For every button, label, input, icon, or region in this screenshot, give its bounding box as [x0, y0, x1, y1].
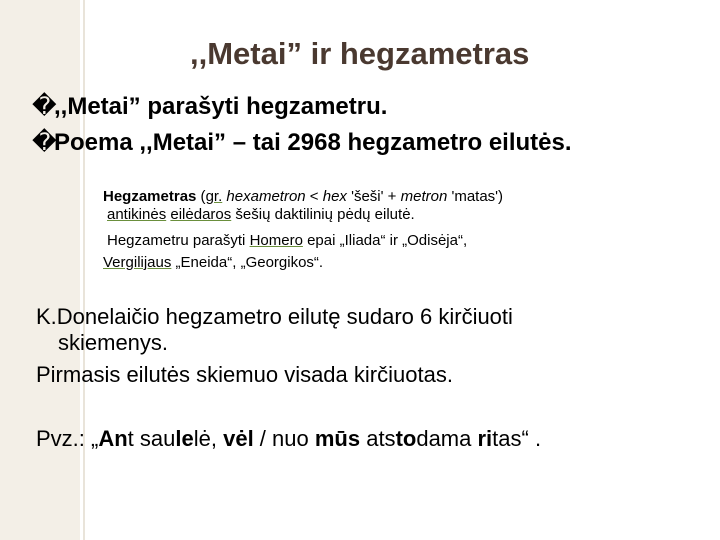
example-text: epai „Iliada“ ir „Odisėja“, [302, 232, 468, 249]
definition-line-1 [103, 188, 503, 206]
bullet-text: ,,Metai” parašyti hegzametru. [54, 93, 388, 120]
definition-line-2 [107, 206, 415, 224]
verse-part: ats [360, 426, 396, 451]
stressed-syllable: le [175, 426, 194, 451]
bullet-glyph-icon: � [32, 129, 57, 156]
link-homero[interactable]: Homero [249, 232, 303, 249]
verse-part: Pvz.: „ [36, 426, 99, 451]
stressed-syllable: vėl [223, 426, 254, 451]
definition-term: Hegzametras [103, 188, 197, 205]
definition-text: šešių daktilinių pėdų eilutė. [231, 206, 415, 223]
slide-title: ,,Metai” ir hegzametras [190, 36, 530, 71]
stressed-syllable: An [98, 426, 128, 451]
link-eiledaros[interactable]: eilėdaros [170, 206, 232, 223]
definition-text: ( [196, 188, 206, 205]
bullet-item [32, 128, 572, 157]
verse-part: t sau [127, 426, 176, 451]
bullet-item [32, 92, 387, 121]
link-antikines[interactable]: antikinės [107, 206, 167, 223]
left-decor-line [83, 0, 85, 540]
verse-part: / nuo [253, 426, 315, 451]
verse-part: dama [416, 426, 478, 451]
definition-text: 'šeši' + [346, 188, 401, 205]
word-hex: hex [322, 188, 347, 205]
body-text-1: K.Donelaičio hegzametro eilutę sudaro 6 kirčiuoti [36, 304, 513, 329]
word-metron: metron [400, 188, 448, 205]
example-verse [36, 426, 541, 452]
bullet-glyph-icon: � [32, 93, 57, 120]
example-line-1 [107, 232, 467, 250]
stressed-syllable: to [395, 426, 417, 451]
stressed-syllable: ri [477, 426, 493, 451]
link-vergilijaus[interactable]: Vergilijaus [103, 254, 172, 271]
bullet-text: Poema ,,Metai” – tai 2968 hegzametro eilutės. [54, 129, 572, 156]
example-line-2 [103, 254, 323, 272]
example-text: Hegzametru parašyti [107, 232, 250, 249]
body-text-2: skiemenys. [58, 330, 169, 355]
body-text-3: Pirmasis eilutės skiemuo visada kirčiuotas. [36, 362, 453, 387]
definition-text: < [305, 188, 323, 205]
link-gr[interactable]: gr. [205, 188, 223, 205]
verse-part: tas“ . [492, 426, 542, 451]
definition-text: 'matas') [447, 188, 504, 205]
word-hexametron: hexametron [226, 188, 306, 205]
left-decor-bar [0, 0, 80, 540]
verse-part: lė, [193, 426, 224, 451]
example-text: „Eneida“, „Georgikos“. [171, 254, 324, 271]
stressed-syllable: mūs [314, 426, 361, 451]
